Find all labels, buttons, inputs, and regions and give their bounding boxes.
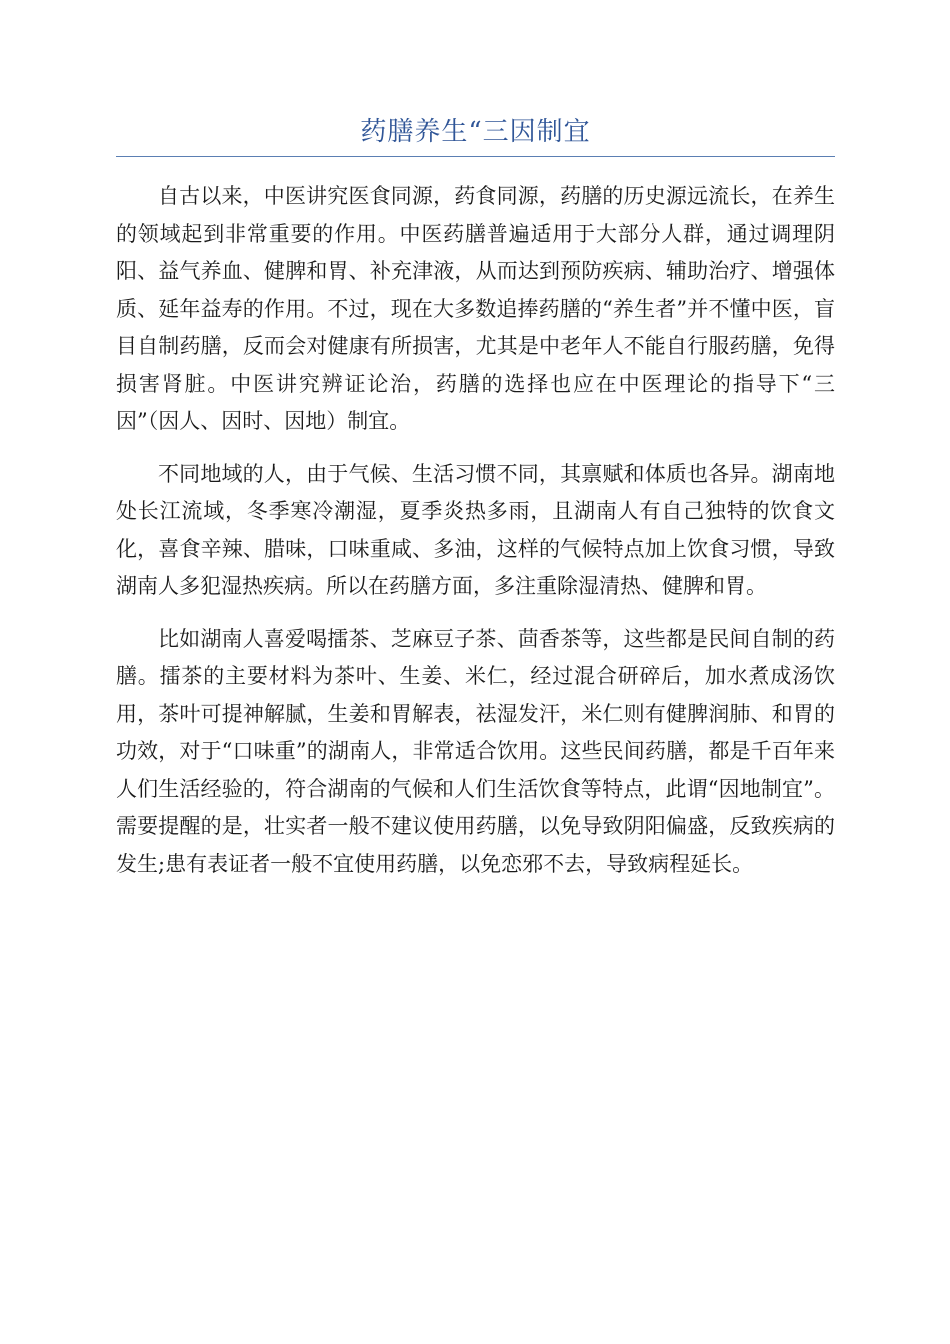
document-title: 药膳养生“三因制宜 — [360, 117, 591, 147]
paragraph-1: 自古以来，中医讲究医食同源，药食同源，药膳的历史源远流长，在养生的领域起到非常重要的作用。中医药膳普遍适用于大部分人群，通过调理阴阳、益气养血、健脾和胃、补充津液，从而达到预防疾病、辅助治疗、增强体质、延年益寿的作用。不过，现在大多数追捧药膳的“养生者”并不懂中医，盲目自制药膳，反而会对健康有所损害，尤其是中老年人不能自行服药膳，免得损害肾脏。中医讲究辨证论治，药膳的选择也应在中医理论的指导下“三因”（因人、因时、因地）制宜。 — [116, 184, 835, 433]
title-block — [116, 112, 835, 157]
paragraph-2: 不同地域的人，由于气候、生活习惯不同，其禀赋和体质也各异。湖南地处长江流域，冬季寒冷潮湿，夏季炎热多雨，且湖南人有自己独特的饮食文化，喜食辛辣、腊味，口味重咸、多油，这样的气候特点加上饮食习惯，导致湖南人多犯湿热疾病。所以在药膳方面，多注重除湿清热、健脾和胃。 — [116, 461, 835, 598]
paragraph-3: 比如湖南人喜爱喝擂茶、芝麻豆子茶、茴香茶等，这些都是民间自制的药膳。擂茶的主要材料为茶叶、生姜、米仁，经过混合研碎后，加水煮成汤饮用，茶叶可提神解腻，生姜和胃解表，祛湿发汗，米仁则有健脾润肺、和胃的功效，对于“口味重”的湖南人，非常适合饮用。这些民间药膳，都是千百年来人们生活经验的，符合湖南的气候和人们生活饮食等特点，此谓“因地制宜”。需要提醒的是，壮实者一般不建议使用药膳，以免导致阴阳偏盛，反致疾病的发生;患有表证者一般不宜使用药膳，以免恋邪不去，导致病程延长。 — [116, 626, 835, 876]
document-body — [116, 178, 835, 898]
